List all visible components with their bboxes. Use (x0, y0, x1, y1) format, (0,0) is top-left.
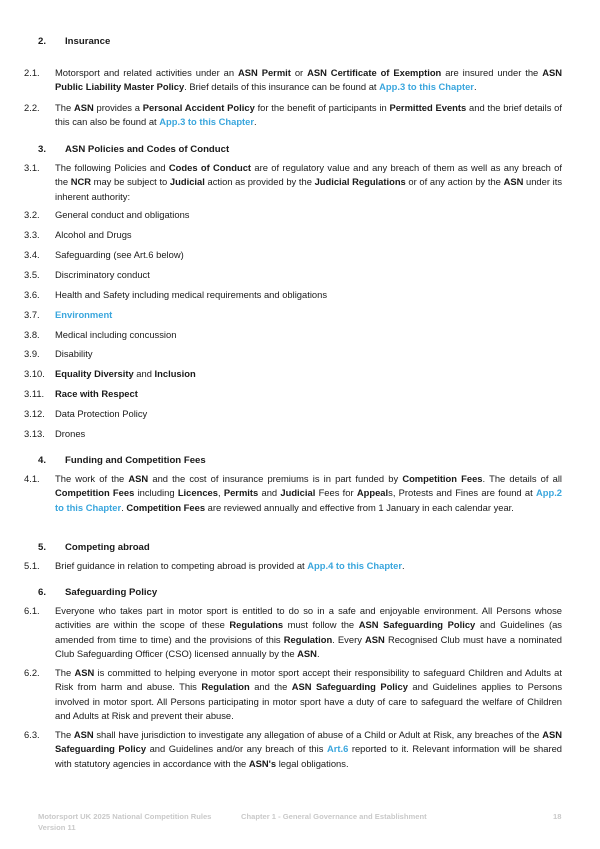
defined-term: Appeal (356, 487, 389, 499)
section-number: 2. (38, 36, 47, 47)
footer-version: Version 11 (38, 822, 76, 832)
clause-number: 3.7. (24, 309, 40, 320)
footer-title-line: Motorsport UK 2025 National Competition Rules (38, 812, 212, 821)
section-number: 5. (38, 542, 47, 553)
section-title: Safeguarding Policy (65, 587, 158, 598)
defined-term: ASN Safeguarding Policy (291, 681, 408, 693)
footer-document-title (38, 812, 211, 833)
clause-number: 3.9. (24, 348, 40, 359)
defined-term: ASN (73, 729, 94, 740)
defined-term: Regulation (283, 633, 333, 645)
footer-page-number: 18 (553, 812, 562, 821)
clause-text: Medical including concussion (55, 329, 177, 340)
defined-term: ASN (73, 102, 94, 113)
clause-text: Equality Diversity and Inclusion (55, 368, 196, 379)
clause-text (55, 308, 562, 322)
clause-number: 3.8. (24, 329, 40, 340)
defined-term: ASN (365, 633, 385, 645)
defined-term: Judicial (169, 176, 205, 188)
defined-term: Personal Accident Policy (142, 102, 255, 113)
clause-text: The work of the ASN and the cost of insurance premiums is in part funded by Competition Fees. The details of all Competition Fees including Licences, Permits and Judicial Fees for Appeals, Protests and Fines are found at App.2 to this Chapter. Competition Fees are reviewed annually and effective from 1 January in each calendar year. (55, 473, 563, 513)
defined-term: ASN (74, 667, 95, 678)
clause-text: General conduct and obligations (55, 209, 190, 220)
clause-text: Drones (55, 428, 86, 439)
defined-term: ASN Certificate of Exemption (307, 67, 442, 78)
footer-chapter: Chapter 1 - General Governance and Establishment (241, 812, 427, 821)
section-number: 6. (38, 587, 47, 598)
clause-text (55, 387, 562, 401)
clause-text: Brief guidance in relation to competing abroad is provided at App.4 to this Chapter. (55, 560, 405, 571)
defined-term: Race with Respect (55, 388, 138, 399)
clause-number: 3.12. (24, 408, 45, 419)
clause-number: 3.6. (24, 289, 40, 300)
clause-number: 6.3. (24, 729, 40, 740)
section-number: 3. (38, 144, 47, 155)
clause-number: 5.1. (24, 560, 40, 571)
defined-term: Equality Diversity (55, 368, 134, 379)
section-title: Insurance (65, 36, 111, 47)
clause-text: Motorsport and related activities under an ASN Permit or ASN Certificate of Exemption are insured under the ASN Public Liability Master Policy. Brief details of this insurance can be found at App.3 to this Chapter. (55, 67, 562, 93)
clause-number: 6.2. (24, 667, 40, 678)
clause-number: 3.10. (24, 368, 45, 379)
cross-reference-link[interactable]: Environment (55, 309, 113, 320)
clause-number: 3.2. (24, 209, 40, 220)
defined-term: Licences (177, 487, 218, 499)
clause-text: Everyone who takes part in motor sport is entitled to do so in a safe and enjoyable environment. All Persons whose activities are within the scope of these Regulations must follow the ASN Safeguarding Policy and Guidelines (as amended from time to time) and the provisions of this Regulation. Every ASN Recognised Club must have a nominated Club Safeguarding Officer (CSO) licensed annually by the ASN. (55, 605, 562, 659)
defined-term: Regulations (229, 619, 284, 631)
section-title: Funding and Competition Fees (65, 455, 206, 466)
defined-term: Inclusion (154, 368, 196, 379)
section-number: 4. (38, 455, 47, 466)
cross-reference-link[interactable]: Art.6 (326, 743, 349, 755)
clause-number: 6.1. (24, 605, 40, 616)
clause-text: Data Protection Policy (55, 408, 148, 419)
cross-reference-link[interactable]: App.2 to this Chapter (55, 487, 563, 513)
clause-text: The following Policies and Codes of Conduct are of regulatory value and any breach of them as well as any breach of the NCR may be subject to Judicial action as provided by the Judicial Regulations or of any action by the ASN under its inherent authority: (55, 162, 563, 202)
defined-term: Judicial Regulations (314, 176, 406, 188)
clause-number: 2.1. (24, 67, 40, 78)
defined-term: Competition Fees (126, 501, 206, 513)
clause-text: Safeguarding (see Art.6 below) (55, 249, 184, 260)
defined-term: ASN Safeguarding Policy (55, 729, 562, 755)
clause-number: 3.13. (24, 428, 45, 439)
clause-text: Alcohol and Drugs (55, 229, 132, 240)
clause-number: 3.5. (24, 269, 40, 280)
defined-term: ASN Public Liability Master Policy (55, 67, 562, 93)
defined-term: Codes of Conduct (168, 162, 252, 173)
clause-number: 3.11. (24, 388, 45, 399)
defined-term: Competition Fees (402, 473, 483, 484)
clause-text: The ASN is committed to helping everyone in motor sport accept their responsibility to safeguard Children and Adults at Risk from harm and abuse. This Regulation and the ASN Safeguarding Policy and Guidelines applies to Persons involved in motor sport. All Persons participating in motor sport have a duty of care to safeguard the welfare of Children and Adults at Risk and prevent their abuse. (55, 667, 563, 721)
clause-text: Disability (55, 348, 93, 359)
defined-term: Judicial (280, 487, 316, 499)
clause-number: 2.2. (24, 102, 40, 113)
section-title: Competing abroad (65, 542, 150, 553)
clause-number: 4.1. (24, 473, 40, 484)
clause-number: 3.3. (24, 229, 40, 240)
clause-text: Discriminatory conduct (55, 269, 150, 280)
defined-term: ASN (503, 176, 524, 188)
section-title: ASN Policies and Codes of Conduct (65, 144, 230, 155)
defined-term: Permitted Events (389, 102, 467, 113)
clause-number: 3.4. (24, 249, 40, 260)
clause-number: 3.1. (24, 162, 40, 173)
cross-reference-link[interactable]: App.3 to this Chapter (159, 116, 255, 128)
defined-term: Competition Fees (55, 487, 135, 499)
defined-term: Regulation (201, 681, 250, 693)
defined-term: ASN (128, 473, 149, 484)
defined-term: ASN's (248, 757, 277, 769)
cross-reference-link[interactable]: App.3 to this Chapter (379, 81, 474, 93)
defined-term: Permits (223, 487, 259, 499)
cross-reference-link[interactable]: App.4 to this Chapter (307, 560, 403, 571)
clause-text: The ASN shall have jurisdiction to investigate any allegation of abuse of a Child or Adult at Risk, any breaches of the ASN Safeguarding Policy and Guidelines and/or any breach of this Art.6 reported to it. Relevant information will be shared with statutory agencies in accordance with the ASN's legal obligations. (55, 729, 562, 769)
defined-term: ASN Permit (238, 67, 291, 78)
clause-text: Health and Safety including medical requirements and obligations (55, 289, 328, 300)
defined-term: NCR (70, 176, 91, 188)
defined-term: ASN (297, 647, 317, 659)
defined-term: ASN Safeguarding Policy (358, 619, 476, 631)
clause-text: The ASN provides a Personal Accident Policy for the benefit of participants in Permitted Events and the brief details of this can also be found at App.3 to this Chapter. (55, 102, 563, 128)
